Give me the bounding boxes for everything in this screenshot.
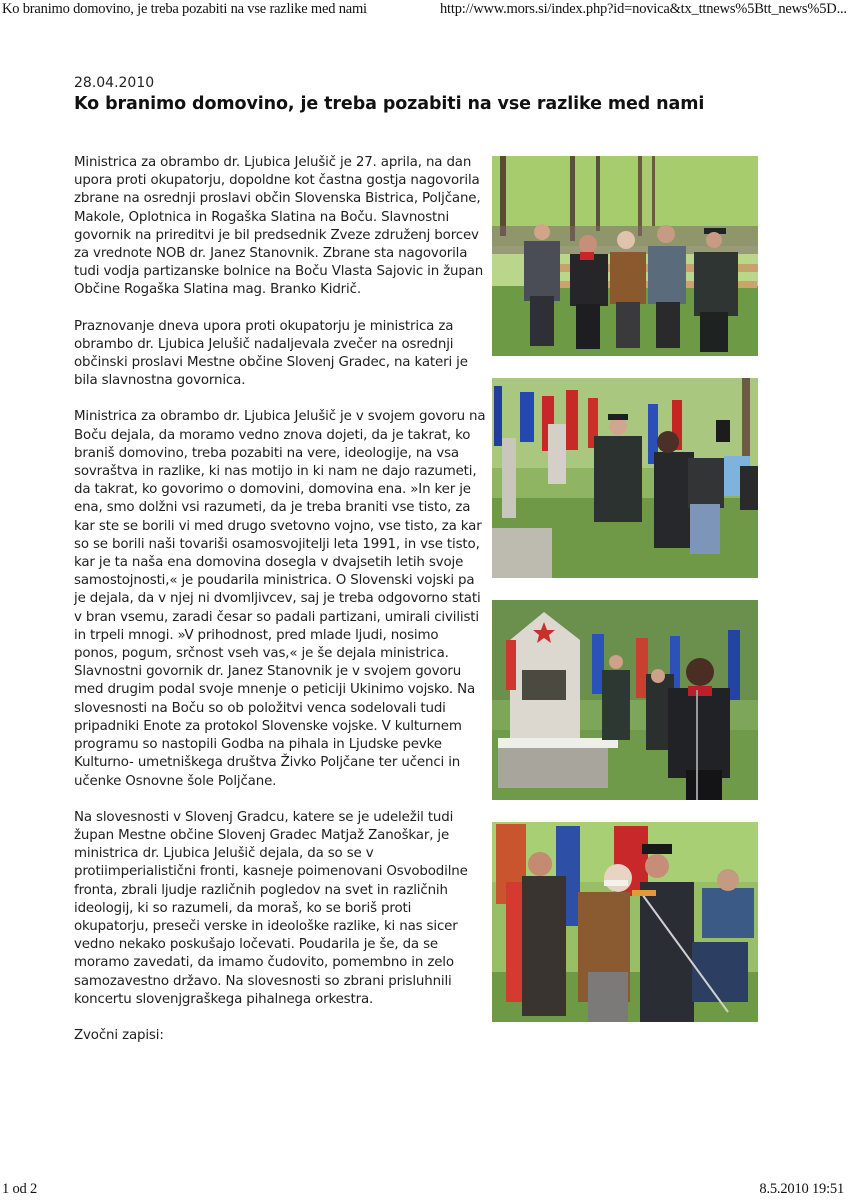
- print-url[interactable]: http://www.mors.si/index.php?id=novica&tx_ttnews%5Btt_news%5D...: [440, 1, 847, 17]
- photo-veteran-speech: [492, 822, 758, 1022]
- article-photo-2: [492, 378, 758, 578]
- audio-recordings-label: Zvočni zapisi:: [74, 1027, 164, 1043]
- article-paragraph: Ministrica za obrambo dr. Ljubica Jelušič je 27. aprila, na dan upora proti okupatorju, dopoldne kot častna gostja nagovorila zbrane na osrednji proslavi občin Slovenska Bistrica, Poljčane, Makole, Oplotnica in Rogaška Slatina na Boču. Slavnostni govornik na prireditvi je bil predsednik Zveze združenj borcev za vrednote NOB dr. Janez Stanovnik. Zbrane sta nagovorila tudi vodja partizanske bolnice na Boču Vlasta Sajovic in župan Občine Rogaška Slatina mag. Branko Kidrič.: [74, 155, 484, 298]
- photo-wreath-laying: [492, 378, 758, 578]
- print-page-number: 1 od 2: [2, 1181, 38, 1197]
- article-paragraph: Na slovesnosti v Slovenj Gradcu, katere se je udeležil tudi župan Mestne občine Slovenj Gradec Matjaž Zanoškar, je ministrica dr. Ljubica Jelušič dejala, da so se v protiimperialistični fronti, kasneje poimenovani Osvobodilne fronta, zbrali ljudje različnih pogledov na svet in različnih ideologij, ki so razumeli, da moraš, ko se boriš proti okupatorju, preseči verske in ideološke razlike, ki nas sicer vedno nekako poskušajo ločevati. Poudarila je še, da se moramo zavedati, da imamo čudovito, pomembno in zelo samozavestno državo. Na slovesnosti so zbrani prisluhnili koncertu slovenjgraškega pihalnega orkestra.: [74, 809, 468, 1007]
- article-photo-3: [492, 600, 758, 800]
- article-photo-4: [492, 822, 758, 1022]
- print-page-title: Ko branimo domovino, je treba pozabiti na vse razlike med nami: [2, 1, 367, 17]
- article-paragraph: Ministrica za obrambo dr. Ljubica Jelušič je v svojem govoru na Boču dejala, da moramo vedno znova dojeti, da je takrat, ko braniš domovino, treba pozabiti na vere, ideologije, na vsa sovraštva in razlike, ki nas motijo in ki nam ne dajo razumeti, da takrat, ko govorimo o domovini, domovina ena. »In ker je ena, smo dolžni vsi razumeti, da je treba braniti vse tisto, za kar ste se borili vi med drugo svetovno vojno, vse tisto, za kar so se borili naši tovariši osamosvojitelji leta 1991, in vse tisto, kar je ta naša ena domovina dosegla v dvajsetih letih svoje samostojnosti,« je poudarila ministrica. O Slovenski vojski pa je dejala, da v njej ni dvomljivcev, saj je treba odgovorno stati v bran vsemu, zaradi česar so padali partizani, umirali civilisti in trpeli mnogi. »V prihodnost, pred mlade ljudi, nosimo ponos, pogum, srčnost vseh vas,« je še dejala ministrica. Slavnostni govornik dr. Janez Stanovnik je v svojem govoru med drugim podal svoje mnenje o peticiji Ukinimo vojsko. Na slovesnosti na Boču so ob položitvi venca sodelovali tudi pripadniki Enote za protokol Slovenske vojske. V kulturnem programu so nastopili Godba na pihala in Ljudske pevke Kulturno- umetniškega društva Živko Poljčane ter učenci in učenke Osnovne šole Poljčane.: [74, 409, 486, 789]
- print-timestamp: 8.5.2010 19:51: [759, 1181, 844, 1197]
- article-headline: Ko branimo domovino, je treba pozabiti na vse razlike med nami: [74, 94, 705, 114]
- article-paragraph: Praznovanje dneva upora proti okupatorju je ministrica za obrambo dr. Ljubica Jelušič nadaljevala zvečer na osrednji občinski proslavi Mestne občine Slovenj Gradec, na kateri je bila slavnostna govornica.: [74, 318, 468, 389]
- photo-forest-ceremony: [492, 156, 758, 356]
- article-body: [74, 154, 486, 1063]
- article-photo-1: [492, 156, 758, 356]
- article-date: 28.04.2010: [74, 75, 155, 91]
- print-footer: [0, 1181, 848, 1199]
- photo-memorial-speech: [492, 600, 758, 800]
- article-header: [74, 74, 848, 115]
- print-header: [0, 1, 848, 21]
